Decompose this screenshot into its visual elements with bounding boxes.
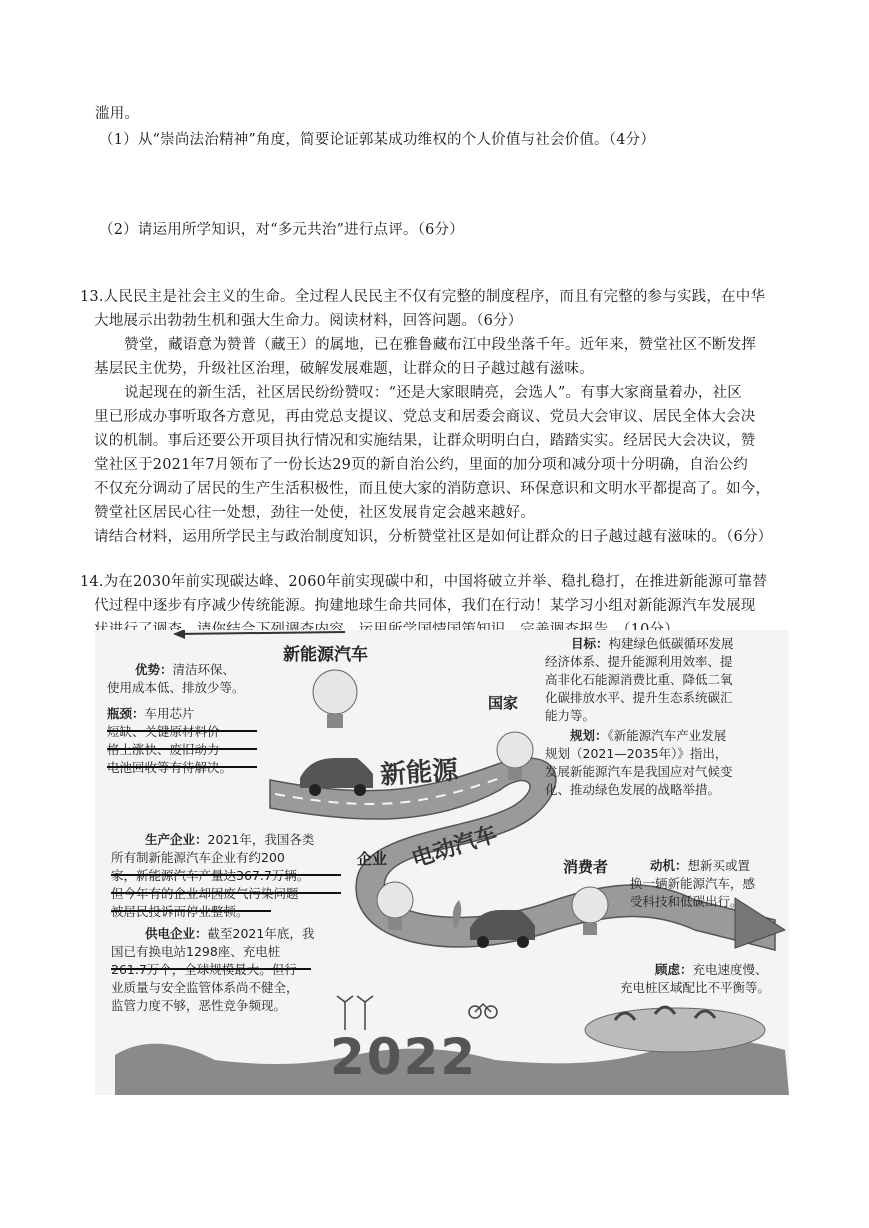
q13-stem-line-2: 大地展示出勃勃生机和强大生命力。阅读材料，回答问题。（6分） (94, 313, 523, 329)
goal-line-3: 高非化石能源消费比重、降低二氧 (545, 672, 733, 687)
plan-line-3: 发展新能源汽车是我国应对气候变 (545, 764, 733, 779)
bottleneck-label: 瓶颈： (107, 706, 145, 721)
wind-turbine-icon (337, 996, 373, 1030)
motive-line-2: 换一辆新能源汽车，感 (630, 876, 756, 891)
supplier-line-1 (145, 924, 314, 943)
q13-material-p1-line-1: 赞堂，藏语意为赞普（藏王）的属地，已在雅鲁藏布江中段坐落千年。近年来，赞堂社区不断发挥 (124, 337, 757, 353)
producer-label: 生产企业： (145, 832, 208, 847)
q12-subquestion-2: （2）请运用所学知识，对“多元共治”进行点评。（6分） (99, 222, 464, 238)
worry-label: 顾虑： (655, 962, 693, 977)
producer-line-2: 所有制新能源汽车企业有约200 (111, 850, 285, 865)
new-energy-vehicle-poster (95, 630, 789, 1095)
goal-text-1: 构建绿色低碳循环发展 (608, 636, 734, 651)
q13-material-p1-line-2: 基层民主优势，升级社区治理，破解发展难题，让群众的日子越过越有滋味。 (94, 361, 594, 377)
strike-mark (111, 968, 311, 970)
bicycle-icon (469, 1004, 497, 1018)
motive-label: 动机： (650, 858, 688, 873)
plan-text-1: 《新能源汽车产业发展 (607, 728, 727, 743)
strike-mark (111, 874, 341, 876)
advantage-line-2: 使用成本低、排放少等。 (107, 680, 245, 695)
q13-stem-line-1: 13.人民民主是社会主义的生命。全过程人民民主不仅有完整的制度程序，而且有完整的参与实践，在中华 (80, 289, 766, 305)
advantage-text-1: 清洁环保、 (172, 662, 236, 677)
road-text-electric-car: 电动汽车 (408, 821, 501, 873)
q13-material-p2-line-6: 赞堂社区居民心往一处想，劲往一处使，社区发展肯定会越来越好。 (94, 505, 535, 521)
q14-stem-line-1: 14.为在2030年前实现碳达峰、2060年前实现碳中和，中国将破立并举、稳扎稳打，在推进新能源可靠替 (80, 574, 768, 590)
motive-line-1 (650, 856, 750, 875)
strike-mark (111, 910, 271, 912)
supplier-line-5: 监管力度不够，恶性竞争频现。 (111, 998, 287, 1013)
motive-text-1: 想新买或置 (687, 858, 751, 873)
consumer-label: 消费者 (563, 858, 609, 876)
motive-line-3: 受科技和低碳出行。 (630, 894, 743, 909)
strike-mark (111, 892, 341, 894)
lightbulb-icon (572, 887, 608, 935)
bottleneck-text-1: 车用芯片 (144, 706, 195, 721)
advantage-line-1 (135, 660, 235, 679)
bottleneck-line-1 (107, 704, 195, 723)
q13-material-p2-line-2: 里已形成办事听取各方意见，再由党总支提议、党总支和居委会商议、党员大会审议、居民全体大会决 (94, 409, 756, 425)
year-graphic-text: 2022 (330, 1028, 478, 1086)
road-text-new-energy: 新能源 (379, 755, 460, 791)
title-arrow-head-icon (173, 630, 185, 639)
q13-material-p2-line-5: 不仅充分调动了居民的生产生活积极性，而且使大家的消防意识、环保意识和文明水平都提高了。如今， (94, 481, 771, 497)
poster-title: 新能源汽车 (283, 645, 368, 665)
plan-line-1 (570, 726, 726, 745)
worry-text-1: 充电速度慢、 (692, 962, 768, 977)
plan-line-2: 规划（2021—2035年）》指出， (545, 746, 728, 761)
supplier-line-4: 业质量与安全监管体系尚不健全， (111, 980, 299, 995)
q12-continuation: 滥用。 (95, 106, 140, 122)
producer-line-1 (145, 830, 314, 849)
producer-text-1: 2021年，我国各类 (207, 832, 315, 847)
goal-line-2: 经济体系、提升能源利用效率、提 (545, 654, 733, 669)
supplier-label: 供电企业： (145, 926, 208, 941)
plan-line-4: 化、推动绿色发展的战略举措。 (545, 782, 721, 797)
q14-stem-line-2: 代过程中逐步有序减少传统能源。拘建地球生命共同体，我们在行动！某学习小组对新能源汽车发展现 (94, 598, 756, 614)
lightbulb-icon (313, 670, 357, 728)
q13-material-p2-line-4: 堂社区于2021年7月领布了一份长达29页的新自治公约，里面的加分项和减分项十分明确，自治公约 (94, 457, 748, 473)
q13-material-p2-line-1: 说起现在的新生活，社区居民纷纷赞叹：“还是大家眼睛亮，会选人”。有事大家商量着办，社区 (124, 385, 742, 401)
strike-mark (107, 748, 257, 750)
title-arrow (175, 632, 345, 634)
q13-question: 请结合材料，运用所学民主与政治制度知识，分析赞堂社区是如何让群众的日子越过越有滋味的。（6分） (94, 529, 773, 545)
island-ellipse (585, 1008, 765, 1052)
q12-subquestion-1: （1）从“崇尚法治精神”角度，简要论证郭某成功维权的个人价值与社会价值。（4分） (99, 132, 656, 148)
strike-mark (107, 730, 257, 732)
strike-mark (107, 766, 257, 768)
goal-label: 目标： (571, 636, 609, 651)
goal-line-5: 能力等。 (545, 708, 596, 723)
goal-line-1 (571, 634, 734, 653)
supplier-text-1: 截至2021年底，我 (207, 926, 315, 941)
enterprise-label: 企业 (357, 850, 388, 868)
q13-material-p2-line-3: 议的机制。事后还要公开项目执行情况和实施结果，让群众明明白白，踏踏实实。经居民大会决议，赞 (94, 433, 756, 449)
advantage-label: 优势： (135, 662, 173, 677)
worry-line-1 (655, 960, 768, 979)
plan-label: 规划： (570, 728, 608, 743)
supplier-line-2: 国已有换电站1298座、充电桩 (111, 944, 281, 959)
worry-line-2: 充电桩区域配比不平衡等。 (620, 980, 771, 995)
country-label: 国家 (488, 694, 519, 712)
goal-line-4: 化碳排放水平、提升生态系统碳汇 (545, 690, 733, 705)
